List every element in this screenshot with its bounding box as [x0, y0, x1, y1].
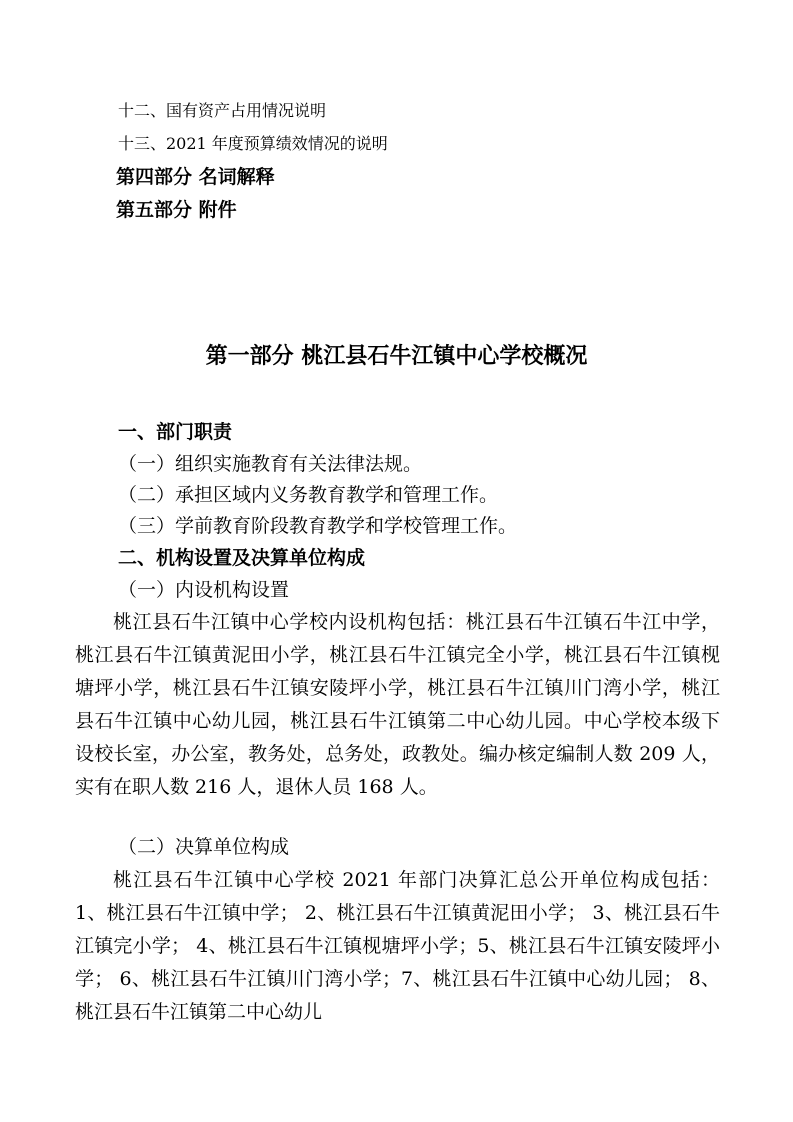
toc-item-13: 十三、2021 年度预算绩效情况的说明	[118, 134, 388, 153]
toc-part-5: 第五部分 附件	[116, 199, 237, 221]
duty-item: （一）组织实施教育有关法律法规。	[118, 453, 423, 475]
toc-item-12: 十二、国有资产占用情况说明	[118, 101, 327, 120]
part-title: 第一部分 桃江县石牛江镇中心学校概况	[205, 344, 588, 369]
section-heading-duties: 一、部门职责	[118, 421, 233, 443]
duty-item: （二）承担区域内义务教育教学和管理工作。	[118, 484, 499, 506]
section-heading-structure: 二、机构设置及决算单位构成	[118, 547, 366, 569]
paragraph-internal-structure: 桃江县石牛江镇中心学校内设机构包括：桃江县石牛江镇石牛江中学，桃江县石牛江镇黄泥田小学，桃江县石牛江镇完全小学，桃江县石牛江镇枧塘坪小学，桃江县石牛江镇安陵坪小学，桃江县石牛江镇川门湾小学，桃江县石牛江镇中心幼儿园，桃江县石牛江镇第二中心幼儿园。中心学校本级下设校长室，办公室，教务处，总务处，政教处。编办核定编制人数 209 人，实有在职人数 216 人，退休人员 168 人。	[75, 611, 720, 798]
toc-part-4: 第四部分 名词解释	[116, 166, 275, 188]
subsection-heading-internal: （一）内设机构设置	[118, 579, 290, 601]
duty-item: （三）学前教育阶段教育教学和学校管理工作。	[118, 515, 518, 537]
subsection-heading-units: （二）决算单位构成	[118, 836, 290, 858]
paragraph-units: 桃江县石牛江镇中心学校 2021 年部门决算汇总公开单位构成包括： 1、桃江县石牛江镇中学； 2、桃江县石牛江镇黄泥田小学； 3、桃江县石牛江镇完小学； 4、桃江县石牛江镇枧塘坪小学；5、桃江县石牛江镇安陵坪小学； 6、桃江县石牛江镇川门湾小学；7、桃江县石牛江镇中心幼儿园； 8、桃江县石牛江镇第二中心幼儿	[75, 869, 720, 1023]
